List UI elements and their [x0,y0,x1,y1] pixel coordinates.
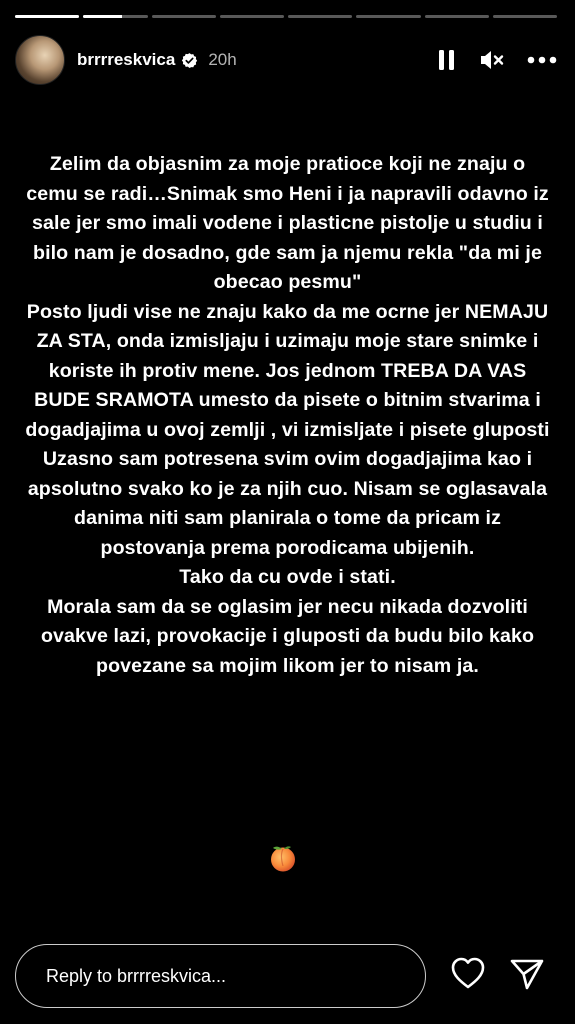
story-paragraph: Tako da cu ovde i stati. [179,566,396,588]
peach-icon [268,843,298,873]
story-paragraph: Zelim da objasnim za moje pratioce koji ne znaju o cemu se radi…Snimak smo Heni i ja napravili odavno iz sale jer smo imali vodene i plasticne pistolje u studiu i bilo nam je dosadno, gde sam ja njemu rekla "da mi je obecao pesmu" [26,153,549,293]
progress-segment [152,15,216,18]
reply-placeholder: Reply to brrrreskvica... [46,965,227,986]
story-text [22,150,553,681]
story-header [15,36,557,84]
pause-icon[interactable] [437,48,457,72]
story-controls [437,48,557,72]
reply-input[interactable] [15,944,426,1008]
progress-segment [15,15,79,18]
progress-segment [220,15,284,18]
mute-icon[interactable] [479,48,505,72]
more-options-icon[interactable] [527,56,557,64]
username[interactable]: brrrreskvica [77,50,176,69]
send-icon[interactable] [510,958,544,990]
progress-segment [425,15,489,18]
progress-segment [288,15,352,18]
progress-segment [356,15,420,18]
story-paragraph: Posto ljudi vise ne znaju kako da me ocrne jer NEMAJU ZA STA, onda izmisljaju i uzimaju moje stare snimke i koriste ih protiv mene. Jos jednom TREBA DA VAS BUDE SRAMOTA umesto da pisete o bitnim stvarima i dogadjajima u ovoj zemlji , vi izmisljate i pisete gluposti [25,300,550,441]
story-paragraph: Uzasno sam potresena svim ovim dogadjajima kao i apsolutno svako ko je za njih cuo. Nisam se oglasavala danima niti sam planirala o tome da pricam iz postovanja prema porodicama ubijenih. [27,448,548,559]
story-paragraph: Morala sam da se oglasim jer necu nikada dozvoliti ovakve lazi, provokacije i gluposti da budu bilo kako povezane sa mojim likom jer to nisam ja. [40,595,535,677]
avatar[interactable] [15,35,65,85]
heart-icon[interactable] [450,956,486,990]
verified-badge-icon [181,52,198,69]
story-progress-bar [15,15,557,18]
progress-segment-active [83,15,147,18]
timestamp: 20h [208,50,237,69]
progress-segment [493,15,557,18]
